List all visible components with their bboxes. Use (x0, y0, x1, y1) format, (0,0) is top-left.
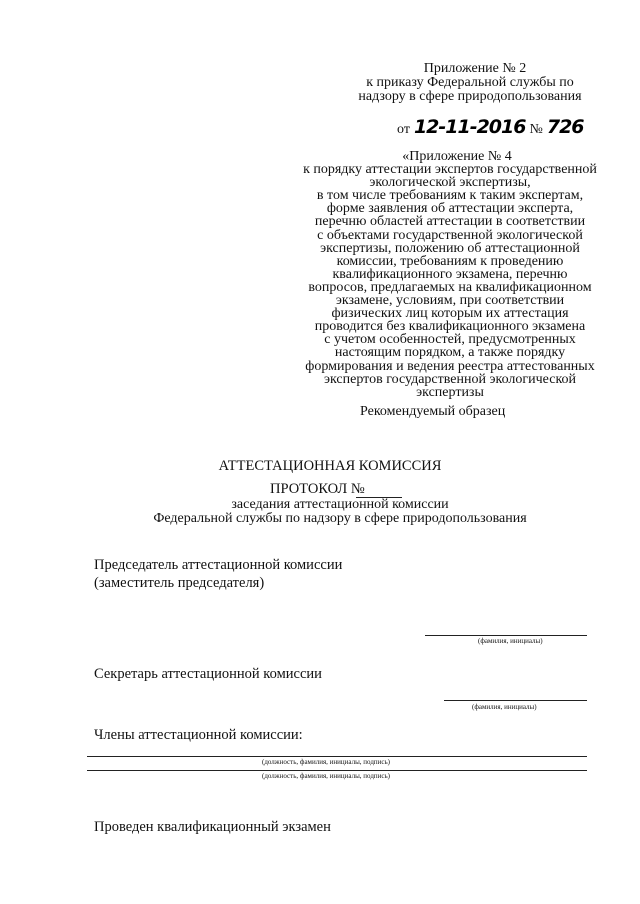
chairman-name-caption: (фамилия, инициалы) (478, 637, 543, 645)
member-caption-1: (должность, фамилия, инициалы, подпись) (262, 758, 391, 766)
appendix-4-line: перечню областей аттестации в соответствии (314, 214, 586, 230)
appendix-4-line: экспертизы, положению об аттестационной (320, 240, 580, 256)
appendix-4-line: форме заявления об аттестации эксперта, (326, 201, 574, 217)
order-line-2: надзору в сфере природопользования (358, 89, 582, 104)
appendix-4-line: с учетом особенностей, предусмотренных (324, 332, 576, 348)
appendix-4-line: квалификационного экзамена, перечню (332, 266, 568, 282)
appendix-4-line: «Приложение № 4 (402, 149, 512, 164)
order-date-line (397, 116, 584, 138)
appendix-4-line: к порядку аттестации экспертов государственной (303, 162, 597, 178)
appendix-4-line: с объектами государственной экологической (317, 227, 583, 243)
appendix-4-line: экологической экспертизы, (369, 175, 531, 191)
recommended-sample-label: Рекомендуемый образец (360, 404, 506, 419)
protocol-label: ПРОТОКОЛ № (270, 481, 365, 497)
appendix-4-line: вопросов, предлагаемых на квалификационном (308, 279, 592, 295)
appendix-4-line: экзамене, условиям, при соответствии (335, 293, 565, 309)
order-from-label: от (397, 122, 410, 137)
members-label: Члены аттестационной комиссии: (94, 727, 303, 743)
order-date: 12-11-2016 (413, 116, 526, 138)
service-subtitle: Федеральной службы по надзору в сфере природопользования (153, 511, 527, 526)
chairman-label (94, 556, 342, 592)
appendix-4-block (275, 150, 625, 399)
commission-title: АТТЕСТАЦИОННАЯ КОМИССИЯ (218, 458, 442, 474)
order-line-1: к приказу Федеральной службы по (366, 75, 574, 90)
appendix-4-line: комиссии, требованиям к проведению (336, 253, 564, 269)
protocol-title (270, 481, 365, 498)
appendix-4-line: экспертов государственной экологической (323, 371, 577, 387)
chairman-name-line (425, 635, 587, 636)
secretary-name-caption: (фамилия, инициалы) (472, 703, 537, 711)
member-caption-2: (должность, фамилия, инициалы, подпись) (262, 772, 391, 780)
order-number: 726 (546, 116, 584, 138)
appendix-number: Приложение № 2 (423, 61, 527, 76)
appendix-4-line: формирования и ведения реестра аттестованных (305, 358, 595, 374)
appendix-4-line: экспертизы (416, 384, 484, 400)
appendix-4-line: физических лиц которым их аттестация (331, 306, 569, 322)
member-line-2 (87, 770, 587, 771)
appendix-4-line: проводится без квалификационного экзамена (314, 319, 586, 335)
appendix-4-line: в том числе требованиям к таким экспертам, (316, 188, 584, 204)
chairman-line-1: Председатель аттестационной комиссии (94, 557, 343, 573)
member-line-1 (87, 756, 587, 757)
appendix-4-line: настоящим порядком, а также порядку (334, 345, 566, 361)
exam-label: Проведен квалификационный экзамен (94, 819, 331, 835)
chairman-line-2: (заместитель председателя) (94, 575, 265, 591)
appendix-header (300, 62, 640, 104)
order-number-label: № (529, 122, 543, 137)
meeting-subtitle: заседания аттестационной комиссии (231, 497, 449, 512)
secretary-name-line (444, 700, 587, 701)
secretary-label: Секретарь аттестационной комиссии (94, 666, 322, 682)
